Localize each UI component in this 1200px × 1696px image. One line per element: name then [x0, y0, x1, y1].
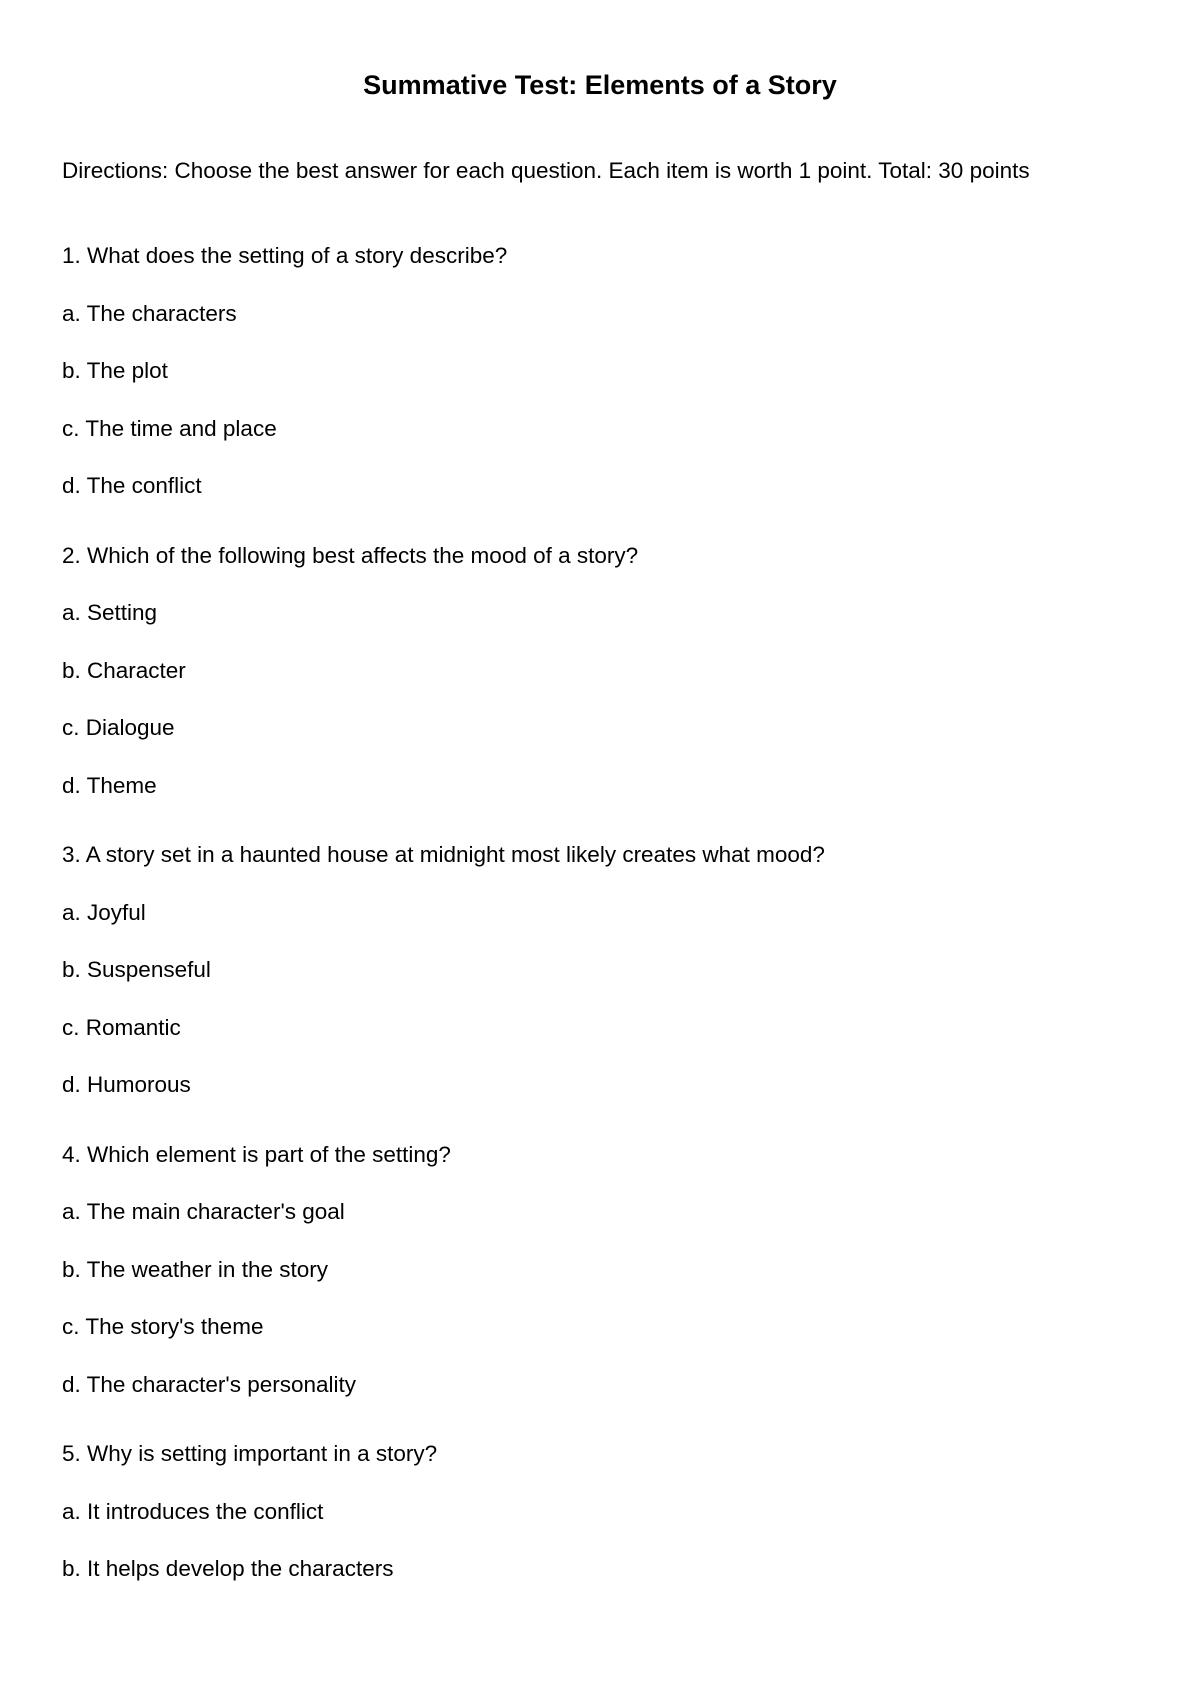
question-prompt: 2. Which of the following best affects the mood of a story? [62, 542, 639, 568]
answer-option: c. Romantic [62, 1014, 181, 1040]
answer-option: d. Humorous [62, 1072, 191, 1097]
answer-option: b. The plot [62, 358, 168, 383]
page-title: Summative Test: Elements of a Story [363, 70, 837, 100]
answer-option: d. The conflict [62, 473, 202, 498]
question-prompt: 5. Why is setting important in a story? [62, 1441, 438, 1466]
directions-text: Directions: Choose the best answer for each question. Each item is worth 1 point. Total: 30 points [62, 158, 1030, 183]
answer-option: a. It introduces the conflict [62, 1498, 324, 1524]
answer-option: a. The characters [62, 300, 237, 326]
answer-option: d. The character's personality [62, 1371, 357, 1397]
answer-option: c. The story's theme [62, 1314, 264, 1339]
question-2 [62, 541, 1152, 801]
question-1 [62, 241, 1152, 501]
answer-option: b. The weather in the story [62, 1256, 328, 1282]
answer-option: c. The time and place [62, 415, 277, 441]
answer-option: a. Joyful [62, 899, 146, 925]
answer-option: c. Dialogue [62, 715, 175, 740]
question-prompt: 1. What does the setting of a story describe? [62, 243, 508, 268]
question-3 [62, 840, 1152, 1100]
answer-option: a. Setting [62, 600, 158, 625]
answer-option: d. Theme [62, 772, 157, 798]
question-5 [62, 1439, 1152, 1584]
question-list [62, 241, 1152, 1596]
answer-option: a. The main character's goal [62, 1199, 345, 1224]
question-prompt: 3. A story set in a haunted house at midnight most likely creates what mood? [62, 842, 825, 867]
answer-option: b. It helps develop the characters [62, 1556, 394, 1581]
answer-option: b. Character [62, 657, 186, 683]
answer-option: b. Suspenseful [62, 957, 211, 982]
question-4 [62, 1140, 1152, 1400]
question-prompt: 4. Which element is part of the setting? [62, 1141, 451, 1167]
